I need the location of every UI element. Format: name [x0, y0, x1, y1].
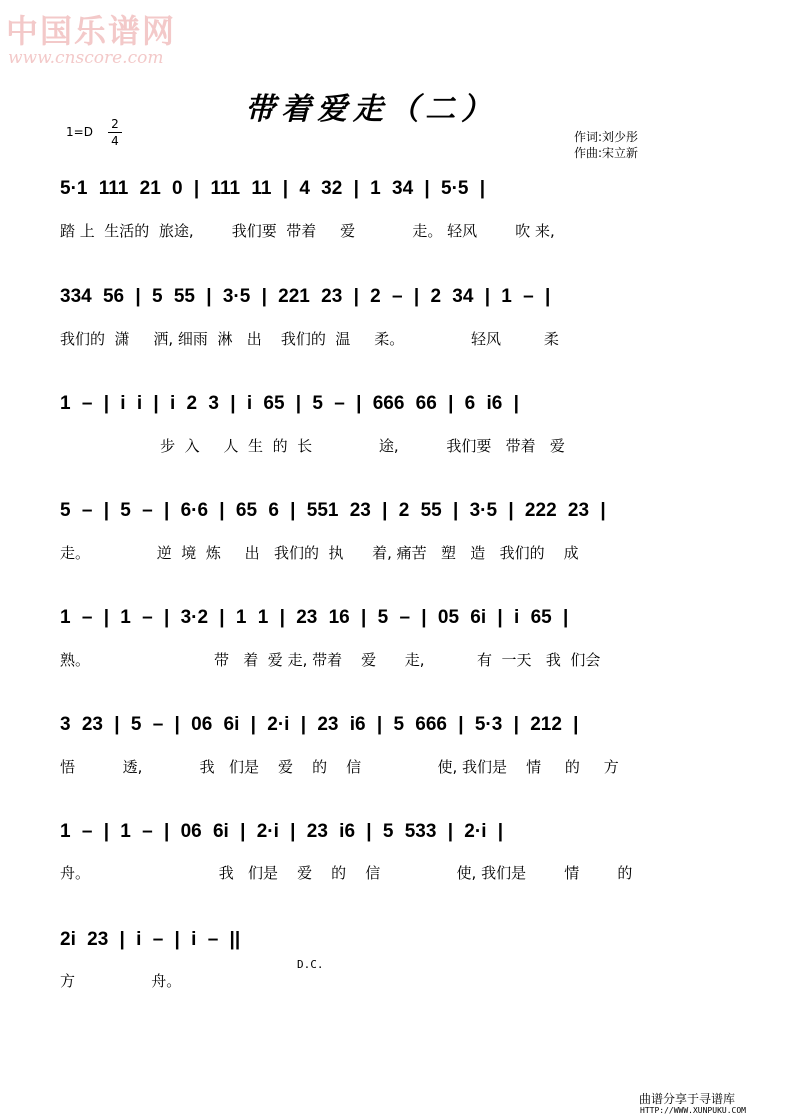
- time-sig-bottom: 4: [111, 134, 119, 148]
- notation-row: 1 – | 1 – | 06 6i | 2·i | 23 i6 | 5 533 | 2·i |: [60, 821, 504, 842]
- lyrics-row: 方 舟。: [60, 972, 182, 990]
- time-signature: [108, 116, 122, 149]
- watermark-url: www.cnscore.com: [8, 48, 164, 68]
- notation-row: 334 56 | 5 55 | 3·5 | 221 23 | 2 – | 2 34 | 1 – |: [60, 286, 551, 307]
- watermark-logo: 中国乐谱网: [6, 12, 177, 50]
- notation-row: 1 – | 1 – | 3·2 | 1 1 | 23 16 | 5 – | 05 6i | i 65 |: [60, 607, 569, 628]
- song-title: 带着爱走（二）: [245, 92, 497, 127]
- lyrics-row: 舟。 我 们是 爱 的 信 使, 我们是 情 的: [60, 864, 633, 882]
- lyricist-credit: 作词:刘少彤: [574, 130, 639, 144]
- lyrics-row: 悟 透, 我 们是 爱 的 信 使, 我们是 情 的 方: [60, 758, 619, 776]
- notation-row: 3 23 | 5 – | 06 6i | 2·i | 23 i6 | 5 666 | 5·3 | 212 |: [60, 714, 579, 735]
- notation-row: 5 – | 5 – | 6·6 | 65 6 | 551 23 | 2 55 | 3·5 | 222 23 |: [60, 500, 606, 521]
- key-signature: 1=D: [66, 125, 93, 139]
- da-capo-mark: D.C.: [297, 958, 324, 971]
- lyrics-row: 走。 逆 境 炼 出 我们的 执 着, 痛苦 塑 造 我们的 成: [60, 544, 579, 562]
- notation-row: 1 – | i i | i 2 3 | i 65 | 5 – | 666 66 | 6 i6 |: [60, 393, 519, 414]
- lyrics-row: 踏 上 生活的 旅途, 我们要 带着 爱 走。 轻风 吹 来,: [60, 222, 555, 240]
- footer-url: HTTP://WWW.XUNPUKU.COM: [640, 1106, 746, 1115]
- lyrics-row: 熟。 带 着 爱 走, 带着 爱 走, 有 一天 我 们会: [60, 651, 601, 669]
- time-sig-top: 2: [111, 117, 119, 131]
- notation-row: 2i 23 | i – | i – ||: [60, 929, 241, 950]
- composer-credit: 作曲:宋立新: [574, 146, 639, 160]
- lyrics-row: 我们的 潇 洒, 细雨 淋 出 我们的 温 柔。 轻风 柔: [60, 330, 559, 348]
- footer-share-text: 曲谱分享于寻谱库: [639, 1092, 736, 1106]
- lyrics-row: 步 入 人 生 的 长 途, 我们要 带着 爱: [60, 437, 565, 455]
- notation-row: 5·1 111 21 0 | 111 11 | 4 32 | 1 34 | 5·5 |: [60, 178, 486, 199]
